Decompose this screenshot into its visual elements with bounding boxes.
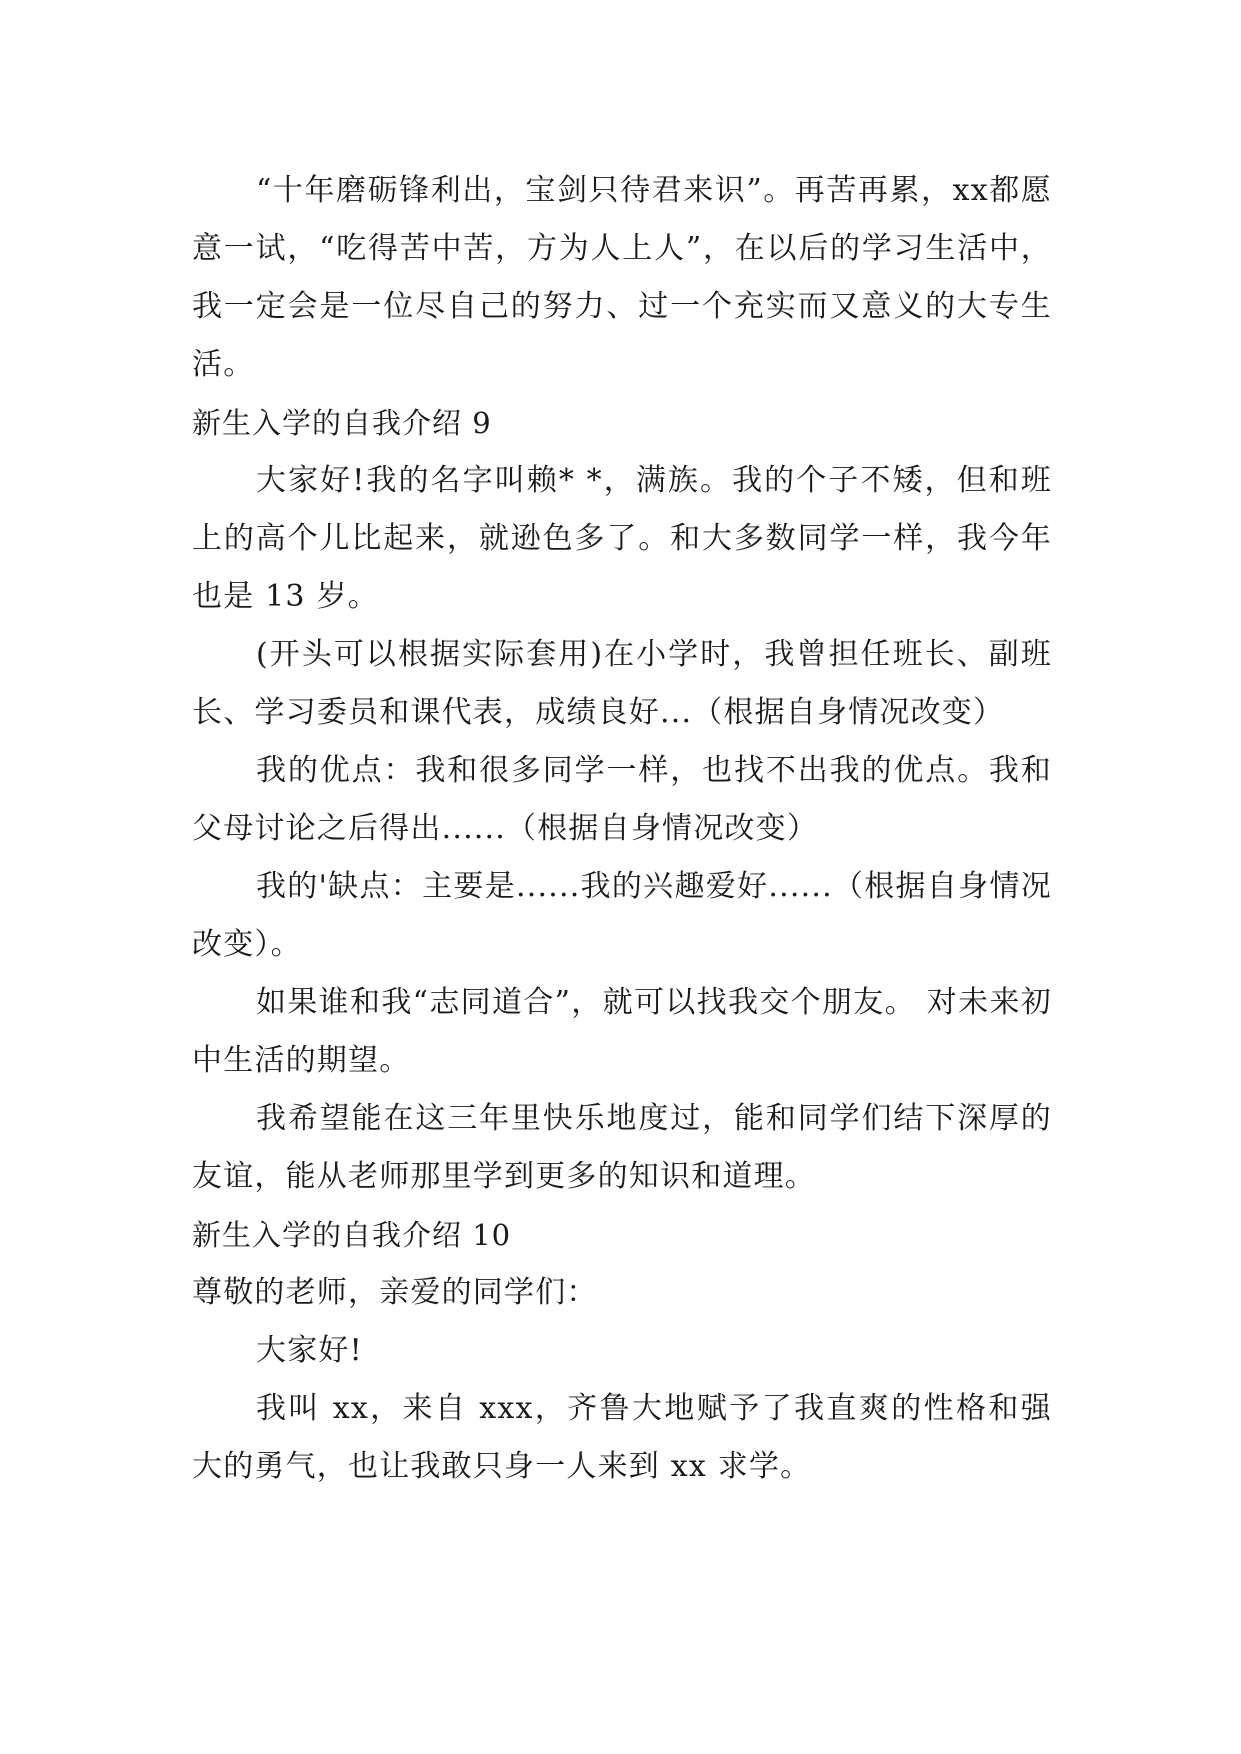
document-page: [192, 162, 1052, 1496]
section-heading-9: 新生入学的自我介绍 9: [192, 406, 492, 440]
section-heading-10: 新生入学的自我介绍 10: [192, 1218, 512, 1252]
paragraph-school-roles: (开头可以根据实际套用)在小学时，我曾担任班长、副班长、学习委员和课代表，成绩良好...（根据自身情况改变）: [192, 637, 1052, 730]
paragraph-closing-quote: “十年磨砺锋利出，宝剑只待君来识”。再苦再累，xx都愿意一试，“吃得苦中苦，方为人上人”，在以后的学习生活中，我一定会是一位尽自己的努力、过一个充实而又意义的大专生活。: [192, 173, 1052, 382]
paragraph-weaknesses: 我的'缺点：主要是......我的兴趣爱好......（根据自身情况改变）。: [192, 869, 1052, 962]
paragraph-strengths: 我的优点：我和很多同学一样，也找不出我的优点。我和父母讨论之后得出......（根据自身情况改变）: [192, 753, 1052, 846]
paragraph-origin: 我叫 xx，来自 xxx，齐鲁大地赋予了我直爽的性格和强大的勇气，也让我敢只身一人来到 xx 求学。: [192, 1391, 1052, 1484]
salutation: 尊敬的老师，亲爱的同学们：: [192, 1275, 598, 1310]
paragraph-hopes: 我希望能在这三年里快乐地度过，能和同学们结下深厚的友谊，能从老师那里学到更多的知识和道理。: [192, 1101, 1052, 1194]
paragraph-hello: 大家好!: [256, 1333, 363, 1368]
paragraph-greeting-intro: 大家好!我的名字叫赖* *，满族。我的个子不矮，但和班上的高个儿比起来，就逊色多了。和大多数同学一样，我今年也是 13 岁。: [192, 463, 1052, 614]
paragraph-friends: 如果谁和我“志同道合”，就可以找我交个朋友。 对未来初中生活的期望。: [192, 985, 1052, 1078]
